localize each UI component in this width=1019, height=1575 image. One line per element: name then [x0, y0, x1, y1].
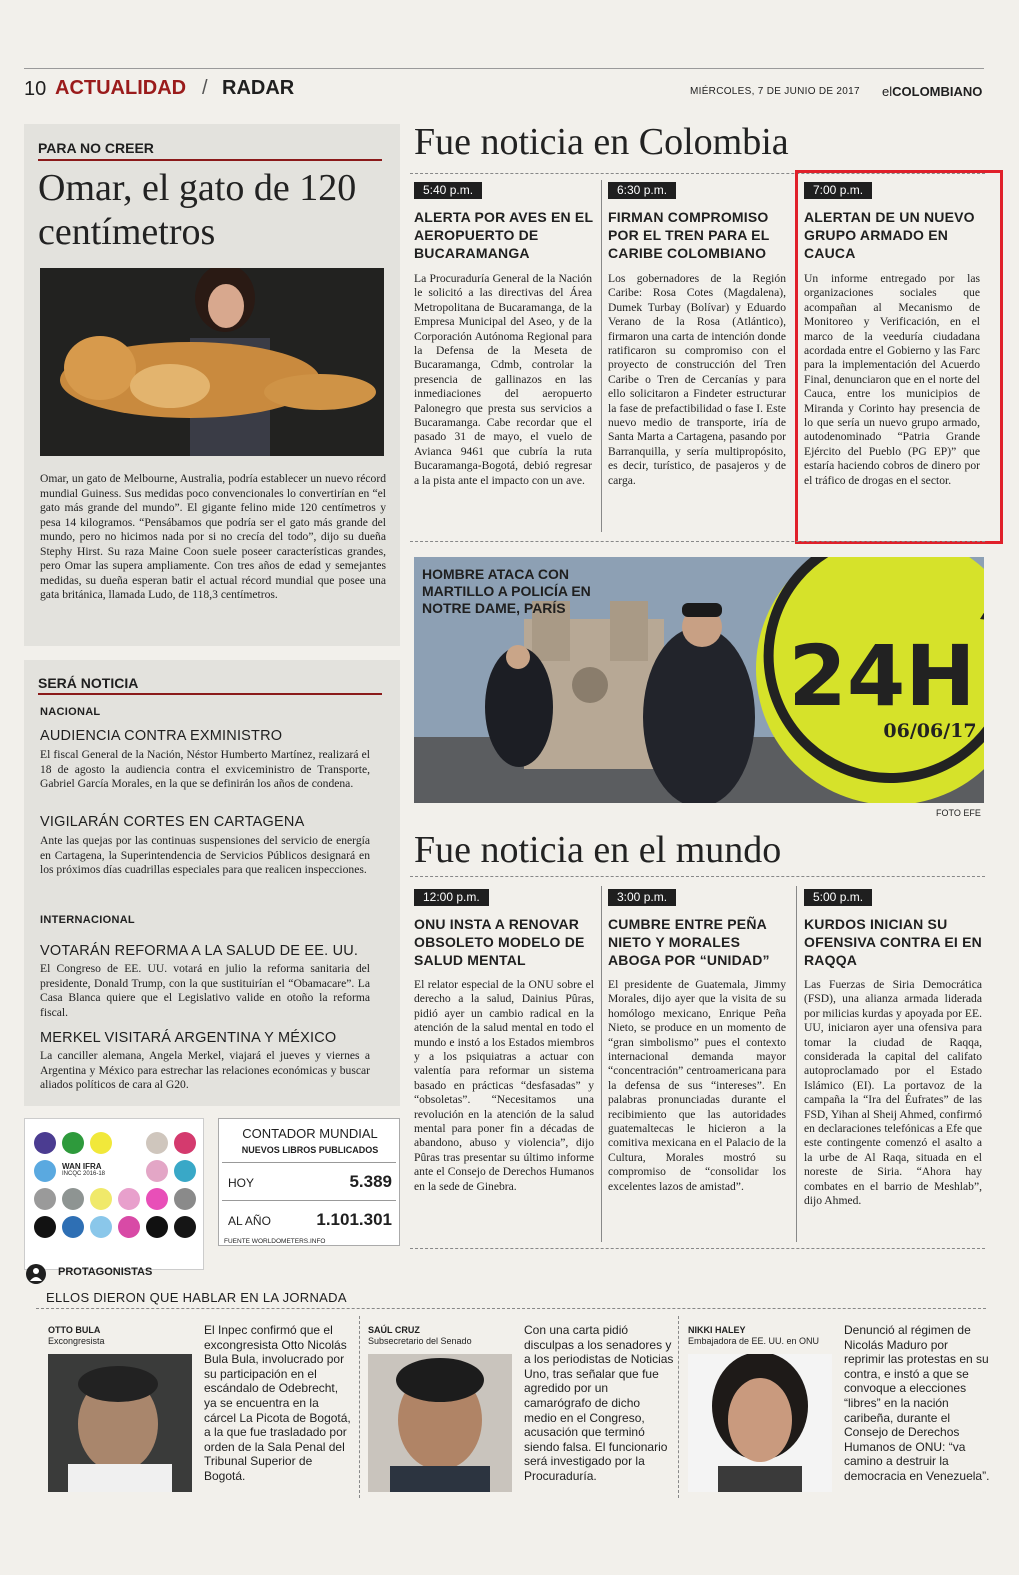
upcoming-item-head: MERKEL VISITARÁ ARGENTINA Y MÉXICO — [40, 1030, 337, 1046]
curiosity-body: Omar, un gato de Melbourne, Australia, podría establecer un nuevo récord mundial Guiness. Sus medidas poco convencionales lo convertirían en “el gato más grande del mundo”. El gigante felino mide 120 centímetros y pesa 14 kilogramos. “Pensábamos que podría ser el gato más grande del mundo, pero no hicimos nada por si no crecía del todo”, dijo su dueña Stephy Hirst. Su raza Maine Coon suele poseer características grandes, pero Omar las supera ampliamente. Con tres años de edad y semejantes medidas, su dueña esperan batir el actual récord mundial que posee una gata británica, llamada Ludo, de 118,3 centímetros. — [40, 472, 386, 601]
photo-credit: FOTO EFE — [936, 808, 981, 818]
upcoming-kicker: SERÁ NOTICIA — [38, 675, 139, 691]
story-body: Las Fuerzas de Siria Democrática (FSD), una alianza armada liderada por milicias kurdas y apoyada por EE. UU, iniciaron ayer una ofensiva para tomar la ciudad de Raqqa, considerada la capital del califato autoproclamado por el Estado Islámico (EI). La portavoz de la campaña la “Ira del Éufrates” de las FSD, Yihan al Sheij Ahmed, confirmó en declaraciones telefónicas a Efe que este contingente comenzó el asalto a la urbe de Al Raqa, situada en el noreste de Siria. “Ahora hay combates en el barrio de Meshlab”, dijo Ahmed. — [804, 978, 982, 1208]
protagonists-rule — [36, 1308, 986, 1309]
newspaper-brand — [882, 84, 982, 99]
protagonist-role: Embajadora de EE. UU. en ONU — [688, 1336, 820, 1346]
international-label: INTERNACIONAL — [40, 914, 135, 926]
upcoming-item-body: El Congreso de EE. UU. votará en julio la reforma sanitaria del presidente, Donald Trump, con la que sustituirían el “Obamacare”. La Casa Blanca quiere que el Legislativo valide en otoño la reforma fiscal. — [40, 962, 370, 1019]
highlight-box — [795, 170, 1003, 544]
upcoming-item-head: AUDIENCIA CONTRA EXMINISTRO — [40, 728, 283, 744]
cat-photo — [40, 268, 384, 456]
protagonist-role: Subsecretario del Senado — [368, 1336, 472, 1346]
story-body: El relator especial de la ONU sobre el derecho a la salud, Dainius Pûras, pidió ayer un cambio radical en la atención de la salud mental en todo el mundo e instó a los Estados miembros y a los psiquiatras a actuar con valentía para reformar un sistema basado en prácticas “desfasadas” y “obsoletas”. “Necesitamos una revolución en la atención de la salud mental para poner fin a décadas de abandono, abuso y violencia”, dijo Pûras tras presentar su último informe ante el Consejo de Derechos Humanos en la sede de Ginebra. — [414, 978, 594, 1193]
story-time-badge: 3:00 p.m. — [608, 889, 676, 906]
story-time-badge: 12:00 p.m. — [414, 889, 489, 906]
story-headline: FIRMAN COMPROMISO POR EL TREN PARA EL CARIBE COLOMBIANO — [608, 209, 770, 261]
protagonist-separator — [359, 1316, 360, 1498]
curiosity-kicker: PARA NO CREER — [38, 140, 154, 156]
wan-ifra-logo-text: WAN IFRA — [62, 1162, 102, 1171]
protagonist-role: Excongresista — [48, 1336, 105, 1346]
protagonist-name: SAÚL CRUZ — [368, 1325, 420, 1335]
story-headline: ONU INSTA A RENOVAR OBSOLETO MODELO DE SALUD MENTAL — [414, 916, 585, 968]
section-name: ACTUALIDAD — [55, 77, 187, 99]
story-headline: ALERTA POR AVES EN EL AEROPUERTO DE BUCARAMANGA — [414, 209, 593, 261]
counter-divider — [222, 1162, 396, 1163]
story-body: La Procuraduría General de la Nación le solicitó a las directivas del Área Metropolitana de Bucaramanga, de la Empresa Municipal del Aseo, y de la Corporación Autónoma Regional para la Defensa de la Meseta de Bucaramanga, Cdmb, controlar la presencia de gallinazos en las inmediaciones del aeropuerto Palonegro que presta sus servicios a Bucaramanga. Cabe recordar que el pasado 31 de mayo, el vuelo de Avianca 9461 que cubría la ruta Bucaramanga-Bogotá, debió regresar a la pista ante el impacto con un ave. — [414, 272, 592, 487]
upcoming-rule — [38, 693, 382, 695]
counter-subtitle: NUEVOS LIBROS PUBLICADOS — [241, 1145, 379, 1155]
colombia-bottom-rule — [410, 541, 985, 542]
upcoming-item-body: La canciller alemana, Angela Merkel, viajará el jueves y viernes a Argentina y México para estrechar las relaciones económicas y buscar aliados políticos de cara al G20. — [40, 1049, 370, 1091]
story-body: Un informe entregado por las organizaciones sociales que acompañan al Mecanismo de Monitoreo y Verificación, en el marco de la veeduría ciudadana acordada entre el Gobierno y las Farc para la implementación del Acuerdo Final, denunciaron que en el norte del Cauca, entre los municipios de Miranda y Corinto hay presencia de lo que sería un nuevo grupo armado, autodenominado “Patria Grande Ejército del Pueblo (PG EP)” que estaría haciendo cobros de dinero por el tráfico de drogas en el sector. — [804, 272, 980, 487]
h24-badge-date: 06/06/17 — [883, 720, 977, 742]
story-time-badge: 6:30 p.m. — [608, 182, 676, 199]
story-time-badge: 7:00 p.m. — [804, 182, 872, 199]
story-time-badge: 5:40 p.m. — [414, 182, 482, 199]
top-rule — [24, 68, 984, 69]
protagonist-text: El Inpec confirmó que el excongresista Otto Nicolás Bula Bula, involucrado por su participación en el escándalo de Odebrecht, ya se encuentra en la cárcel La Picota de Bogotá, a la que fue trasladado por orden de la Sala Penal del Tribunal Superior de Bogotá. — [204, 1323, 351, 1483]
subsection-name: RADAR — [222, 77, 295, 99]
protagonist-photo — [688, 1354, 832, 1492]
person-icon — [26, 1264, 46, 1284]
counter-today-value: 5.389 — [349, 1172, 392, 1191]
protagonists-label: PROTAGONISTAS — [58, 1266, 153, 1278]
column-separator — [601, 886, 602, 1242]
protagonist-photo — [48, 1354, 192, 1492]
story-body: Los gobernadores de la Región Caribe: Rosa Cotes (Magdalena), Dumek Turbay (Bolívar) y Eduardo Verano de la Rosa (Atlántico), firmaron una carta de intención donde ratificaron su compromiso con el proyecto de construcción del Tren Caribe o Tren de Cercanías y para ello solicitaron a Findeter estructurar la fase de prefactibilidad o fase I. Este nuevo medio de transporte, iría de Santa Marta a Cartagena, pasando por Barranquilla, y sería multipropósito, es decir, turístico, de pasajeros y de carga. — [608, 272, 786, 487]
protagonist-text: Con una carta pidió disculpas a los senadores y a los periodistas de Noticias Uno, tras señalar que fue agredido por un camarógrafo de dicho medio en el Congreso, acusación que terminó siendo falsa. El funcionario será investigado por la Procuraduría. — [524, 1323, 674, 1483]
story-body: El presidente de Guatemala, Jimmy Morales, dijo ayer que la visita de su homólogo mexicano, Enrique Peña Nieto, se produce en un momento de “gran simbolismo” pues el contexto internacional demanda mayor “concentración” centroamericana para la defensa de sus “intereses”. En palabras pronunciadas durante el recibimiento que las autoridades guatemaltecas le hicieron a la comitiva mexicana en el Palacio de la Cultura, Morales mostró su compromiso de “consolidar los excelentes lazos de amistad”. — [608, 978, 786, 1193]
protagonist-separator — [678, 1316, 679, 1498]
curiosity-rule — [38, 159, 382, 161]
upcoming-item-head: VOTARÁN REFORMA A LA SALUD DE EE. UU. — [40, 943, 359, 959]
wan-ifra-logo-sub: INCQC 2016-18 — [62, 1171, 106, 1177]
wan-ifra-logo — [62, 1162, 105, 1177]
h24-badge-text: 24H — [788, 627, 976, 725]
story-headline: CUMBRE ENTRE PEÑA NIETO Y MORALES ABOGA POR “UNIDAD” — [608, 916, 770, 968]
counter-divider — [222, 1200, 396, 1201]
world-bottom-rule — [410, 1248, 985, 1249]
photo-caption: HOMBRE ATACA CON MARTILLO A POLICÍA EN NOTRE DAME, PARÍS — [422, 566, 591, 616]
story-time-badge: 5:00 p.m. — [804, 889, 872, 906]
brand-name: COLOMBIANO — [892, 84, 983, 99]
color-calibration-target — [24, 1118, 204, 1270]
counter-source: FUENTE WORLDOMETERS.INFO — [224, 1238, 326, 1245]
story-headline: KURDOS INICIAN SU OFENSIVA CONTRA EI EN RAQQA — [804, 916, 982, 968]
world-heading: Fue noticia en el mundo — [414, 829, 782, 871]
issue-date: MIÉRCOLES, 7 DE JUNIO DE 2017 — [690, 86, 860, 97]
upcoming-item-body: Ante las quejas por las continuas suspensiones del servicio de energía en Cartagena, la Superintendencia de Servicios Públicos designará en los próximos días cuadrillas especiales para que realicen inspecciones. — [40, 834, 370, 876]
curiosity-title: Omar, el gato de 120 centímetros — [38, 167, 357, 253]
counter-year-value: 1.101.301 — [316, 1210, 392, 1229]
counter-title: CONTADOR MUNDIAL — [242, 1126, 378, 1141]
protagonist-text: Denunció al régimen de Nicolás Maduro por reprimir las protestas en su contra, e instó a que se convoque a elecciones “libres” en la nación caribeña, durante el Consejo de Derechos Humanos de ONU: “va camino a destruir la democracia en Venezuela”. — [844, 1323, 990, 1483]
page-number: 10 — [24, 78, 47, 100]
counter-today-label: HOY — [228, 1176, 255, 1190]
brand-prefix: el — [882, 84, 893, 99]
protagonist-photo — [368, 1354, 512, 1492]
story-headline: ALERTAN DE UN NUEVO GRUPO ARMADO EN CAUCA — [804, 209, 975, 261]
national-label: NACIONAL — [40, 706, 101, 718]
column-separator — [796, 886, 797, 1242]
counter-year-label: AL AÑO — [228, 1214, 271, 1228]
upcoming-item-body: El fiscal General de la Nación, Néstor Humberto Martínez, realizará el 18 de agosto la audiencia contra el exviceministro de Transporte, Gabriel García Morales, en la que se definirán los años de condena. — [40, 748, 370, 790]
protagonists-subhead: ELLOS DIERON QUE HABLAR EN LA JORNADA — [46, 1290, 347, 1305]
column-separator — [601, 180, 602, 532]
world-top-rule — [410, 876, 985, 877]
protagonist-name: OTTO BULA — [48, 1325, 101, 1335]
upcoming-item-head: VIGILARÁN CORTES EN CARTAGENA — [40, 814, 305, 830]
protagonist-name: NIKKI HALEY — [688, 1325, 746, 1335]
section-slash: / — [202, 77, 208, 99]
colombia-heading: Fue noticia en Colombia — [414, 121, 789, 163]
